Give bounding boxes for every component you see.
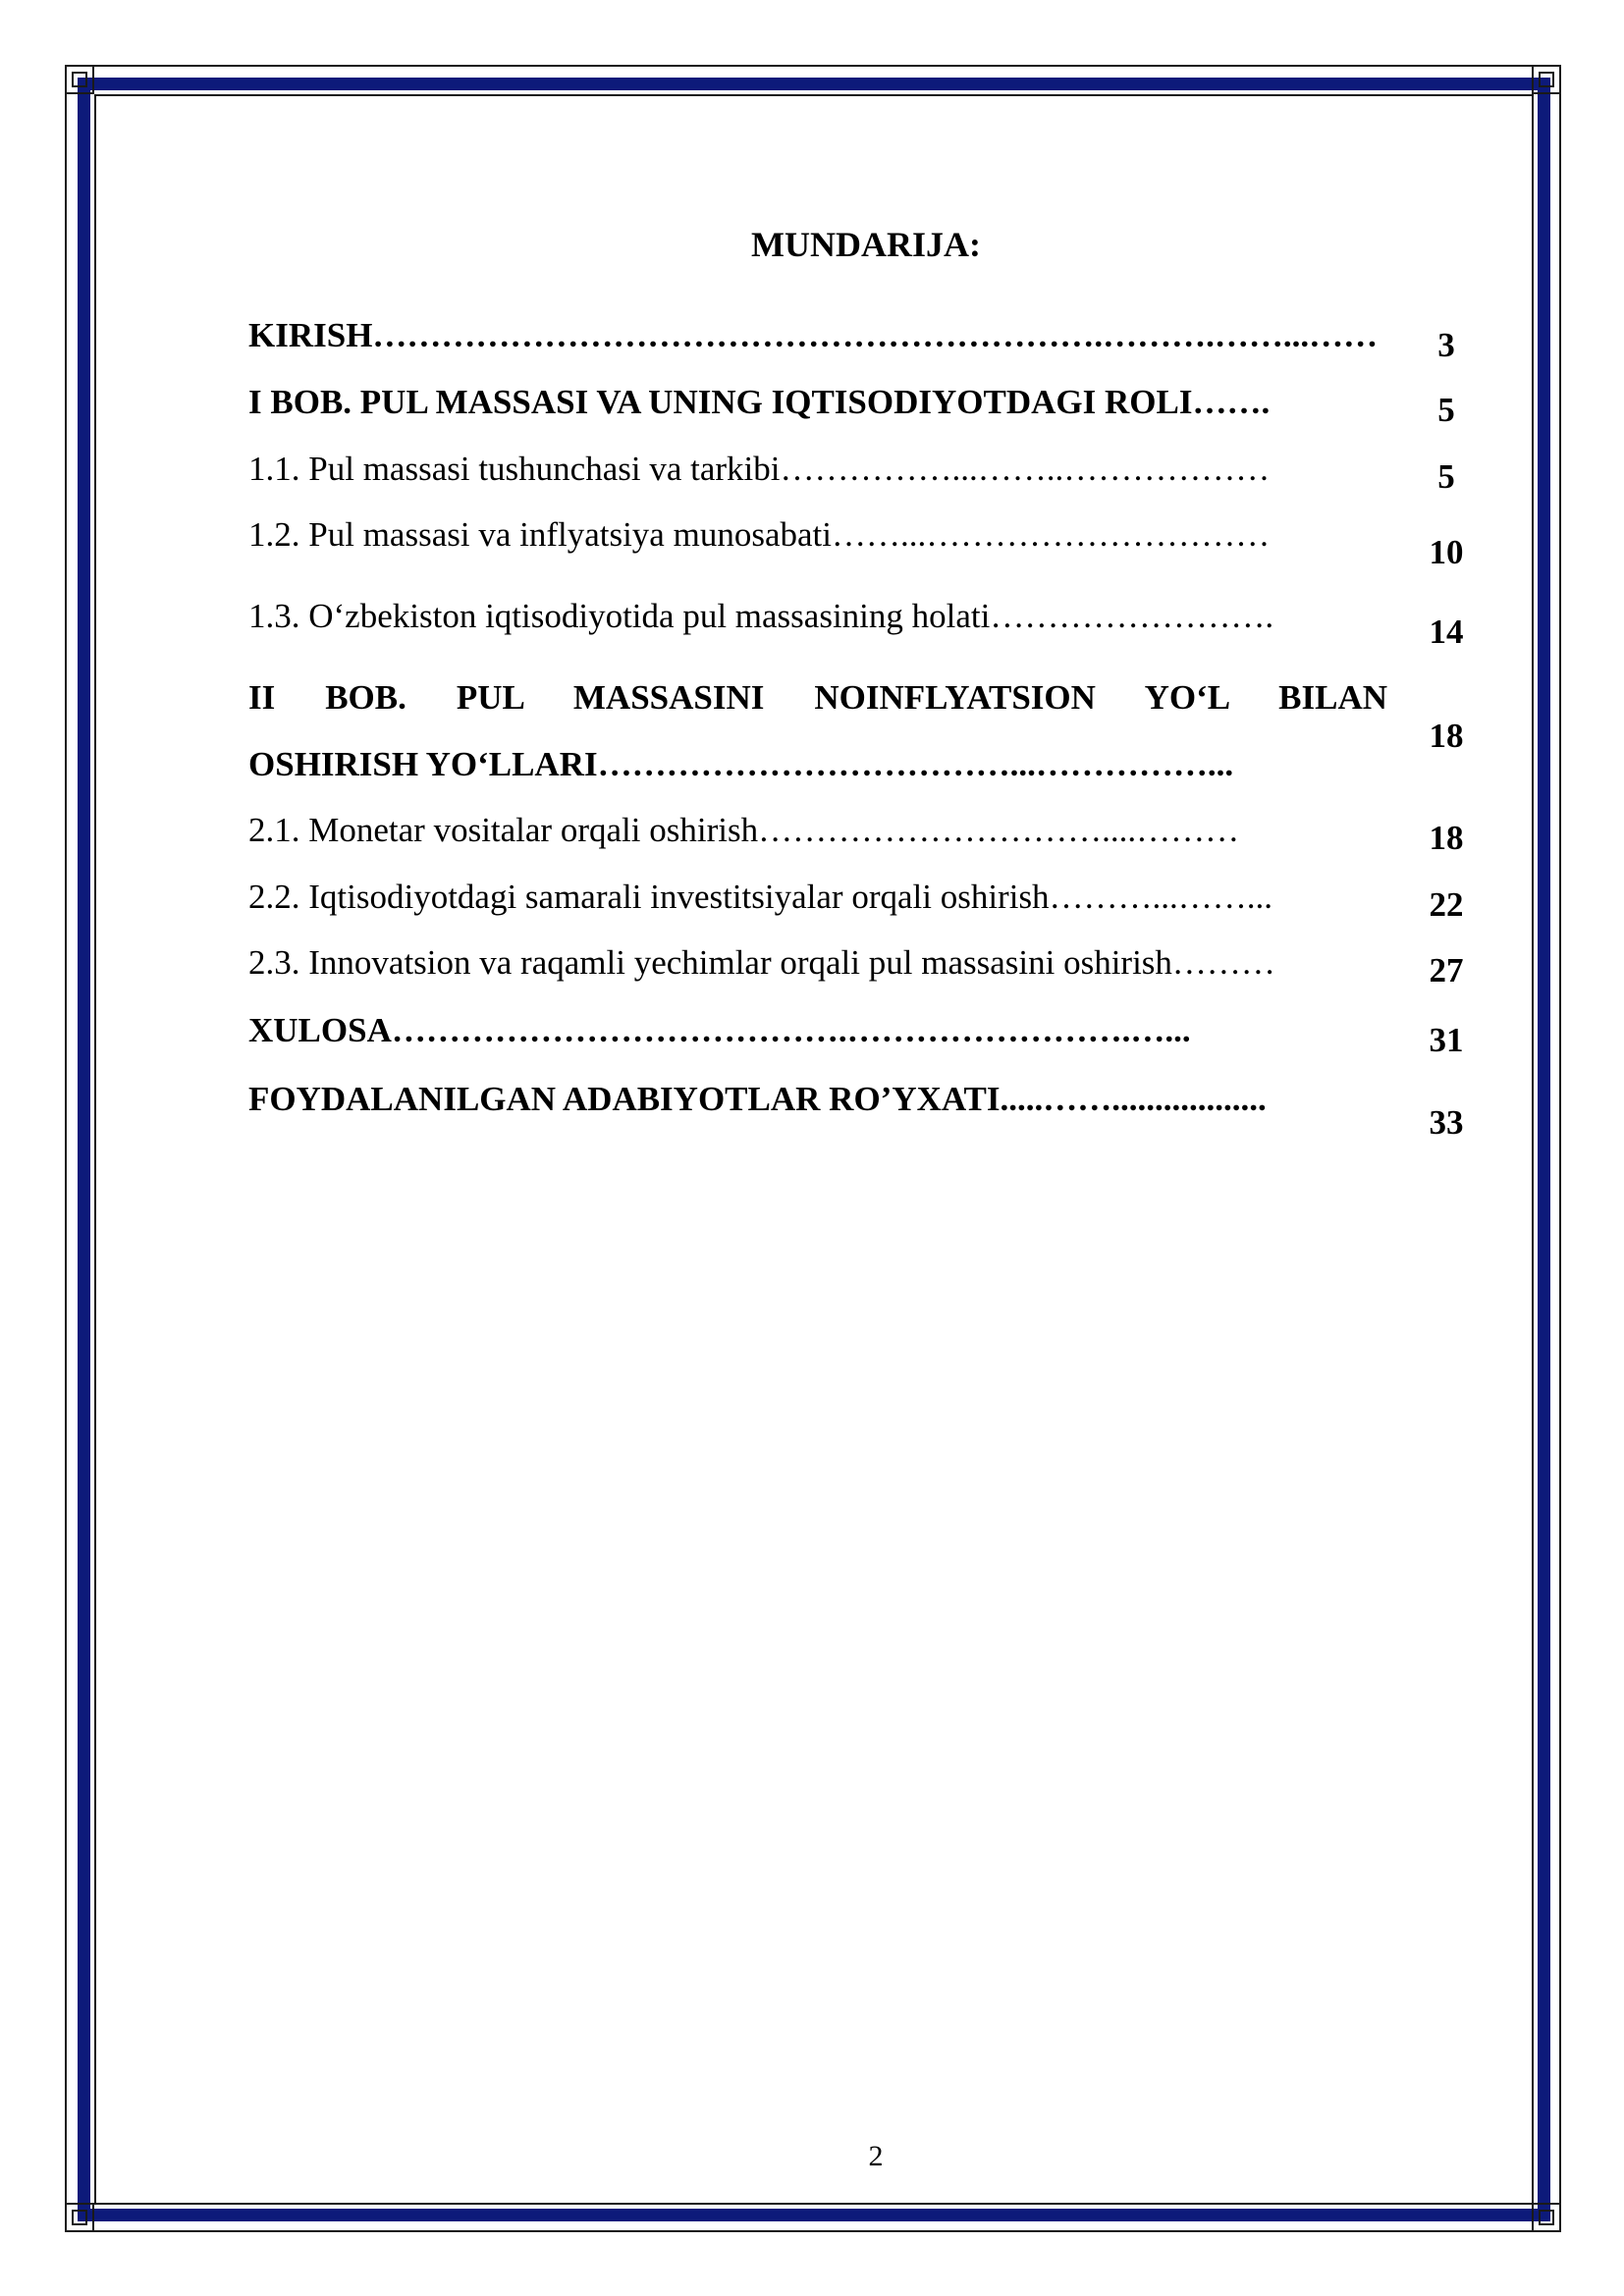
toc-entry-page: 5 (1437, 391, 1455, 429)
toc-entry-page: 5 (1437, 457, 1455, 496)
toc-entry-page: 18 (1429, 819, 1464, 857)
toc-entry-page: 31 (1429, 1021, 1464, 1059)
toc-entry-label: FOYDALANILGAN ADABIYOTLAR RO’YXATI.....…….................. (248, 1080, 1267, 1118)
toc-entry-label: I BOB. PUL MASSASI VA UNING IQTISODIYOTDAGI ROLI……. (248, 383, 1271, 421)
toc-entry-label: 1.1. Pul massasi tushunchasi va tarkibi……………...……..……………… (248, 450, 1271, 488)
toc-entry-page: 14 (1429, 613, 1464, 651)
toc-entry-page: 18 (1429, 717, 1464, 755)
corner-ornament-top-right (1532, 65, 1561, 94)
toc-entry-label: 1.3. O‘zbekiston iqtisodiyotida pul massasining holati……………………. (248, 597, 1274, 635)
toc-entry-label: 2.3. Innovatsion va raqamli yechimlar orqali pul massasini oshirish……… (248, 943, 1275, 982)
toc-entry-label: II BOB. PUL MASSASINI NOINFLYATSION YO‘L BILAN (248, 678, 1387, 717)
toc-entry-page: 3 (1437, 326, 1455, 364)
corner-ornament-top-left (65, 65, 94, 94)
corner-ornament-bottom-right (1532, 2203, 1561, 2232)
toc-entry-label: 2.2. Iqtisodiyotdagi samarali investitsiyalar orqali oshirish………...……... (248, 878, 1273, 916)
toc-entry-page: 27 (1429, 951, 1464, 989)
toc-entry-page: 33 (1429, 1103, 1464, 1142)
toc-entry-label: 2.1. Monetar vositalar orqali oshirish…………………………....……… (248, 811, 1240, 849)
toc-entry-label: KIRISH……………………………………………………….……….……...…… (248, 316, 1379, 354)
toc-entry-label-continued: OSHIRISH YO‘LLARI………………………………...……………... (248, 745, 1234, 783)
corner-ornament-bottom-left (65, 2203, 94, 2232)
page-number: 2 (868, 2140, 884, 2172)
toc-entry-page: 10 (1429, 533, 1464, 571)
toc-entry-label: XULOSA………………………………….…………………….…... (248, 1011, 1191, 1049)
toc-entry-label: 1.2. Pul massasi va inflyatsiya munosabati……...………………………… (248, 515, 1271, 554)
page-title: MUNDARIJA: (751, 225, 981, 264)
toc-entry-page: 22 (1429, 885, 1464, 924)
